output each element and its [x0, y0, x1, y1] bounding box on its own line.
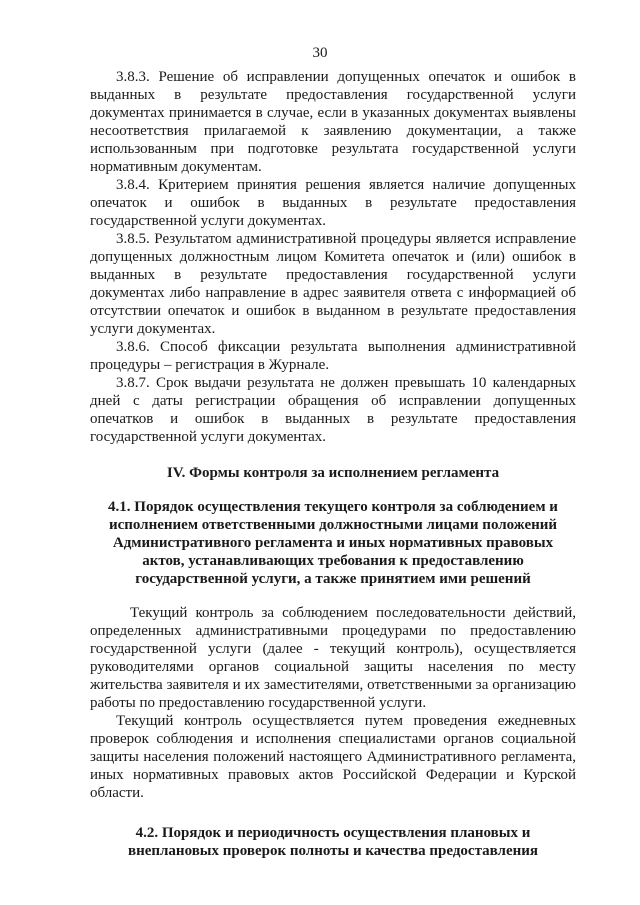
paragraph-3-8-4: 3.8.4. Критерием принятия решения является наличие допущенных опечаток и ошибок в выданных в результате предоставления государственной услуги документах.	[90, 177, 576, 229]
subsection-heading-4-2: 4.2. Порядок и периодичность осуществления плановых и внеплановых проверок полноты и качества предоставления	[127, 825, 539, 859]
paragraph-3-8-6: 3.8.6. Способ фиксации результата выполнения административной процедуры – регистрация в Журнале.	[90, 339, 576, 373]
paragraph-current-control-method: Текущий контроль осуществляется путем проведения ежедневных проверок соблюдения и исполнения специалистами органов социальной защиты населения положений настоящего Административного регламента, иных нормативных правовых актов Российской Федерации и Курской области.	[90, 713, 576, 801]
paragraph-3-8-3: 3.8.3. Решение об исправлении допущенных опечаток и ошибок в выданных в результате предоставления государственной услуги документах принимается в случае, если в указанных документах выявлены несоответствия прилагаемой к заявлению документации, а также использованным при подготовке результата государственной услуги нормативным документам.	[90, 69, 576, 175]
subsection-heading-4-1: 4.1. Порядок осуществления текущего контроля за соблюдением и исполнением ответственными должностными лицами положений Административного регламента и иных нормативных правовых актов, устанавливающих требования к предоставлению государственной услуги, а также принятием ими решений	[108, 499, 558, 587]
paragraph-current-control: Текущий контроль за соблюдением последовательности действий, определенных административными процедурами по предоставлению государственной услуги (далее - текущий контроль), осуществляется руководителями органов социальной защиты населения по месту жительства заявителя и их заместителями, ответственными за организацию работы по предоставлению государственной услуги.	[90, 605, 576, 711]
document-body	[90, 68, 576, 876]
paragraph-3-8-5: 3.8.5. Результатом административной процедуры является исправление допущенных должностным лицом Комитета опечаток и (или) ошибок в выданных в результате предоставления государственной услуги документах либо направление в адрес заявителя ответа с информацией об отсутствии опечаток и ошибок в выданном в результате предоставления услуги документах.	[90, 231, 576, 337]
section-heading-iv: IV. Формы контроля за исполнением регламента	[166, 465, 500, 481]
paragraph-3-8-7: 3.8.7. Срок выдачи результата не должен превышать 10 календарных дней с даты регистрации обращения об исправлении допущенных опечатков и ошибок в выданных в результате предоставления государственной услуги документах.	[90, 375, 576, 445]
page-number: 30	[312, 45, 328, 61]
